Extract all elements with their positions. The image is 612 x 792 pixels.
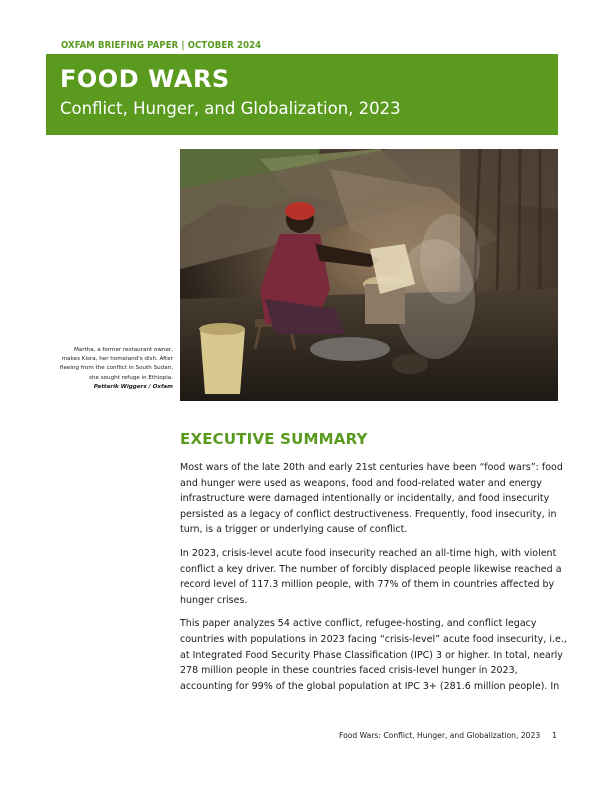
page-footer — [339, 731, 557, 740]
photo-caption-text: Martha, a former restaurant owner, makes Kisra, her homeland's dish. After fleeing from the conflict in South Sudan, she sought refuge in Ethiopia. — [59, 347, 173, 381]
footer-running-title: Food Wars: Conflict, Hunger, and Globalization, 2023 — [339, 731, 541, 740]
summary-paragraph-1: Most wars of the late 20th and early 21st centuries have been “food wars”: food and hunger were used as weapons, food and food-related water and energy infrastructure were damaged intentionally or incidentally, and food insecurity persisted as a legacy of conflict destructiveness. Frequently, food insecurity, in turn, is a trigger or underlying cause of conflict. — [180, 462, 563, 536]
page-subtitle: Conflict, Hunger, and Globalization, 2023 — [60, 99, 401, 118]
section-heading: EXECUTIVE SUMMARY — [180, 430, 368, 448]
summary-paragraph-3: This paper analyzes 54 active conflict, refugee-hosting, and conflict legacy countries with populations in 2023 facing “crisis-level” acute food insecurity, i.e., at Integrated Food Security Phase Classification (IPC) 3 or higher. In total, nearly 278 million people in these countries faced crisis-level hunger in 2023, accounting for 99% of the global population at IPC 3+ (281.6 million people). In — [180, 618, 567, 692]
cover-photo — [180, 149, 558, 401]
photo-credit: Pattarik Wiggers / Oxfam — [93, 383, 173, 390]
page-number: 1 — [552, 731, 557, 740]
photo-caption — [56, 346, 173, 392]
page-title: FOOD WARS — [60, 65, 230, 93]
paper-overline: OXFAM BRIEFING PAPER | OCTOBER 2024 — [61, 40, 262, 51]
executive-summary-body — [180, 460, 570, 702]
title-banner — [46, 54, 558, 135]
summary-paragraph-2: In 2023, crisis-level acute food insecurity reached an all-time high, with violent conflict a key driver. The number of forcibly displaced people likewise reached a record level of 117.3 million people, with 77% of them in countries affected by hunger crises. — [180, 547, 562, 606]
